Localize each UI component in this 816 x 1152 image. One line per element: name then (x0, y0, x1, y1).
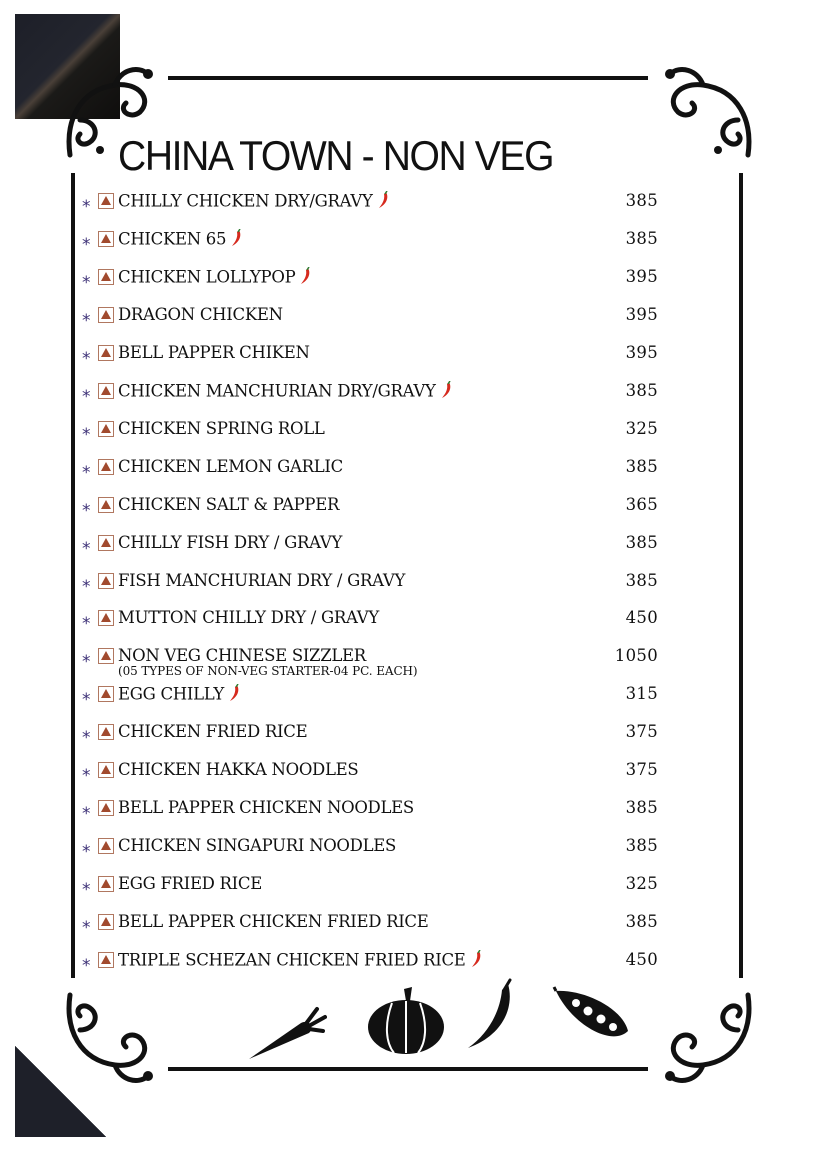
frame-bottom-line (168, 1067, 648, 1071)
non-veg-triangle-icon (98, 800, 114, 816)
star-icon: * (82, 310, 91, 331)
menu-item-price: 385 (625, 570, 658, 590)
menu-item-name: CHICKEN LEMON GARLIC (118, 456, 343, 476)
chili-icon (470, 950, 482, 972)
star-icon: * (82, 386, 91, 407)
chili-icon (440, 381, 452, 403)
page-title: CHINA TOWN - NON VEG (118, 132, 554, 179)
frame-top-line (168, 76, 648, 80)
menu-item-price: 375 (625, 760, 658, 780)
menu-item (80, 533, 660, 563)
menu-item (80, 381, 660, 411)
menu-item (80, 836, 660, 866)
menu-item (80, 874, 660, 904)
star-icon: * (82, 424, 91, 445)
menu-item-price: 395 (625, 342, 658, 362)
menu-item-name: BELL PAPPER CHIKEN (118, 342, 310, 362)
non-veg-triangle-icon (98, 535, 114, 551)
menu-item (80, 608, 660, 638)
menu-item-name: BELL PAPPER CHICKEN FRIED RICE (118, 912, 429, 932)
menu-item (80, 912, 660, 942)
non-veg-triangle-icon (98, 914, 114, 930)
frame-right-line (739, 173, 743, 978)
menu-item (80, 760, 660, 790)
chili-icon (228, 684, 240, 706)
non-veg-triangle-icon (98, 876, 114, 892)
non-veg-triangle-icon (98, 686, 114, 702)
menu-item (80, 646, 660, 679)
star-icon: * (82, 804, 91, 825)
non-veg-triangle-icon (98, 838, 114, 854)
menu-item-name: EGG FRIED RICE (118, 874, 262, 894)
menu-item-name: CHILLY FISH DRY / GRAVY (118, 532, 343, 552)
non-veg-triangle-icon (98, 724, 114, 740)
non-veg-triangle-icon (98, 497, 114, 513)
non-veg-triangle-icon (98, 648, 114, 664)
menu-item-price: 375 (625, 722, 658, 742)
menu-item-name: FISH MANCHURIAN DRY / GRAVY (118, 570, 406, 590)
swirl-ornament-icon (658, 60, 758, 160)
non-veg-triangle-icon (98, 231, 114, 247)
menu-item-name: MUTTON CHILLY DRY / GRAVY (118, 608, 379, 628)
non-veg-triangle-icon (98, 421, 114, 437)
menu-item (80, 722, 660, 752)
star-icon: * (82, 842, 91, 863)
star-icon: * (82, 500, 91, 521)
star-icon: * (82, 880, 91, 901)
star-icon: * (82, 918, 91, 939)
menu-item-name: CHICKEN SALT & PAPPER (118, 494, 340, 514)
menu-item-name: CHICKEN SINGAPURI NOODLES (118, 836, 396, 856)
menu-item-name: CHICKEN SPRING ROLL (118, 418, 325, 438)
non-veg-triangle-icon (98, 952, 114, 968)
menu-item-name: CHICKEN 65 (118, 229, 242, 251)
menu-item (80, 950, 660, 980)
menu-item (80, 457, 660, 487)
swirl-ornament-icon (658, 990, 758, 1090)
menu-item (80, 571, 660, 601)
non-veg-triangle-icon (98, 307, 114, 323)
star-icon: * (82, 348, 91, 369)
non-veg-triangle-icon (98, 345, 114, 361)
menu-item-name: CHICKEN LOLLYPOP (118, 267, 311, 289)
non-veg-triangle-icon (98, 383, 114, 399)
menu-item-name: CHICKEN FRIED RICE (118, 722, 308, 742)
menu-item (80, 495, 660, 525)
frame-left-line (71, 173, 75, 978)
non-veg-triangle-icon (98, 269, 114, 285)
menu-item-name: NON VEG CHINESE SIZZLER (118, 646, 366, 666)
menu-item-price: 450 (625, 950, 658, 969)
menu-item-price: 315 (625, 684, 658, 704)
star-icon: * (82, 234, 91, 255)
non-veg-triangle-icon (98, 610, 114, 626)
non-veg-triangle-icon (98, 459, 114, 475)
menu-item-price: 325 (625, 418, 658, 438)
star-icon: * (82, 576, 91, 597)
menu-item-name: CHILLY CHICKEN DRY/GRAVY (118, 191, 389, 213)
menu-item-price: 385 (625, 380, 658, 400)
menu-item (80, 419, 660, 449)
star-icon: * (82, 652, 91, 673)
swirl-ornament-icon (60, 990, 160, 1090)
menu-item (80, 684, 660, 714)
menu-item-name: TRIPLE SCHEZAN CHICKEN FRIED RICE (118, 950, 482, 972)
menu-item-price: 385 (625, 532, 658, 552)
chili-pepper-icon (462, 978, 518, 1054)
menu-item (80, 305, 660, 335)
menu-item-price: 385 (625, 191, 658, 210)
menu-item (80, 798, 660, 828)
menu-item-name: CHICKEN HAKKA NOODLES (118, 760, 359, 780)
chili-icon (230, 229, 242, 251)
menu-item-price: 325 (625, 874, 658, 894)
menu-item-price: 385 (625, 836, 658, 856)
star-icon: * (82, 197, 91, 217)
star-icon: * (82, 272, 91, 293)
non-veg-triangle-icon (98, 762, 114, 778)
star-icon: * (82, 766, 91, 787)
menu-item-price: 1050 (614, 646, 658, 666)
menu-item-name: EGG CHILLY (118, 684, 240, 706)
menu-item-name: BELL PAPPER CHICKEN NOODLES (118, 798, 414, 818)
menu-item-price: 395 (625, 304, 658, 324)
pumpkin-icon (366, 985, 446, 1055)
menu-item-note: (05 TYPES OF NON-VEG STARTER-04 PC. EACH) (118, 664, 418, 679)
menu-item-price: 385 (625, 228, 658, 248)
menu-item-price: 450 (625, 608, 658, 628)
menu-item (80, 343, 660, 373)
star-icon: * (82, 690, 91, 711)
menu-item-price: 365 (625, 494, 658, 514)
menu-item (80, 229, 660, 259)
pea-pod-icon (552, 985, 632, 1049)
menu-item-price: 385 (625, 912, 658, 932)
star-icon: * (82, 728, 91, 749)
menu-item (80, 267, 660, 297)
menu-item-price: 385 (625, 456, 658, 476)
chili-icon (377, 191, 389, 213)
non-veg-triangle-icon (98, 193, 114, 209)
menu-item-price: 385 (625, 798, 658, 818)
star-icon: * (82, 614, 91, 635)
star-icon: * (82, 462, 91, 483)
star-icon: * (82, 956, 91, 976)
menu-item-price: 395 (625, 266, 658, 286)
menu-item-name: DRAGON CHICKEN (118, 304, 283, 324)
chili-icon (299, 267, 311, 289)
menu-item (80, 191, 660, 221)
non-veg-triangle-icon (98, 573, 114, 589)
menu-item-name: CHICKEN MANCHURIAN DRY/GRAVY (118, 381, 452, 403)
star-icon: * (82, 538, 91, 559)
carrot-icon (245, 1005, 327, 1063)
